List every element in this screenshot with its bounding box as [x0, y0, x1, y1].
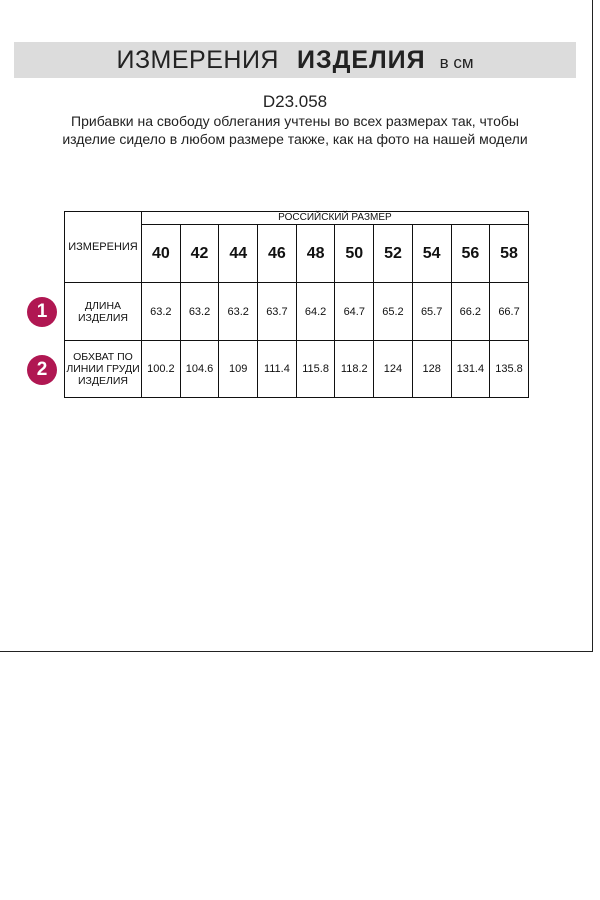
value-cell: 63.2: [219, 283, 258, 341]
table-row: [65, 283, 529, 341]
title-units: в см: [439, 53, 474, 72]
value-cell: 66.7: [490, 283, 529, 341]
value-cell: 135.8: [490, 341, 529, 398]
row-label-length: ДЛИНА ИЗДЕЛИЯ: [65, 283, 142, 341]
value-cell: 115.8: [296, 341, 335, 398]
size-cell: 50: [335, 225, 374, 283]
value-cell: 118.2: [335, 341, 374, 398]
row-label-chest: ОБХВАТ ПО ЛИНИИ ГРУДИ ИЗДЕЛИЯ: [65, 341, 142, 398]
russian-size-header: РОССИЙСКИЙ РАЗМЕР: [142, 212, 529, 225]
value-cell: 63.2: [142, 283, 181, 341]
measurements-header: ИЗМЕРЕНИЯ: [65, 212, 142, 283]
value-cell: 63.2: [180, 283, 219, 341]
size-cell: 56: [451, 225, 490, 283]
value-cell: 111.4: [258, 341, 297, 398]
value-cell: 124: [374, 341, 413, 398]
value-cell: 63.7: [258, 283, 297, 341]
fit-note: Прибавки на свободу облегания учтены во всех размерах так, чтобы изделие сидело в любом размере также, как на фото на нашей модели: [62, 113, 528, 147]
title-product: ИЗДЕЛИЯ: [296, 46, 426, 74]
size-cell: 42: [180, 225, 219, 283]
size-table: [64, 211, 529, 398]
value-cell: 64.2: [296, 283, 335, 341]
value-cell: 64.7: [335, 283, 374, 341]
title-bar: [14, 42, 576, 78]
size-cell: 44: [219, 225, 258, 283]
row-2-badge: 2: [27, 355, 57, 385]
row-1-badge: 1: [27, 297, 57, 327]
product-code: D23.058: [262, 92, 328, 111]
size-cell: 46: [258, 225, 297, 283]
value-cell: 104.6: [180, 341, 219, 398]
value-cell: 65.2: [374, 283, 413, 341]
value-cell: 100.2: [142, 341, 181, 398]
table-row: [65, 341, 529, 398]
size-cell: 40: [142, 225, 181, 283]
title-measurements: ИЗМЕРЕНИЯ: [116, 46, 279, 74]
value-cell: 128: [412, 341, 451, 398]
size-cell: 52: [374, 225, 413, 283]
value-cell: 109: [219, 341, 258, 398]
value-cell: 66.2: [451, 283, 490, 341]
size-cell: 54: [412, 225, 451, 283]
value-cell: 131.4: [451, 341, 490, 398]
value-cell: 65.7: [412, 283, 451, 341]
size-cell: 58: [490, 225, 529, 283]
size-cell: 48: [296, 225, 335, 283]
